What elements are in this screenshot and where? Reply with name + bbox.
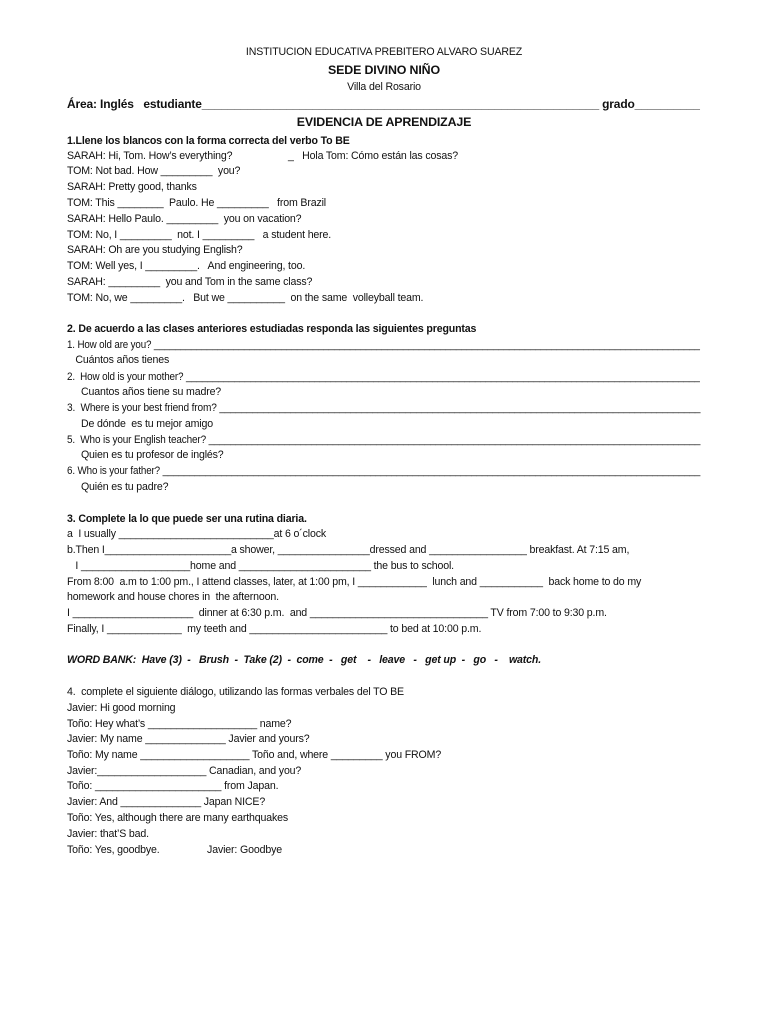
section1-line: TOM: No, I _________ not. I _________ a student here. bbox=[67, 229, 332, 241]
section2-heading: 2. De acuerdo a las clases anteriores estudiadas responda las siguientes preguntas bbox=[67, 323, 477, 335]
section2-translation: Cuantos años tiene su madre? bbox=[67, 386, 222, 398]
section1-line: TOM: Well yes, I _________. And engineering, too. bbox=[67, 260, 306, 272]
section2-translation: Quién es tu padre? bbox=[67, 481, 169, 493]
section1-line: SARAH: Oh are you studying English? bbox=[67, 244, 243, 256]
dialog-line: Toño: Yes, although there are many earthquakes bbox=[67, 812, 289, 824]
section3-line: a I usually ___________________________at 6 o´clock bbox=[67, 528, 327, 540]
dialog-line: Toño: Yes, goodbye. Javier: Goodbye bbox=[67, 844, 282, 856]
section1-line: SARAH: _________ you and Tom in the same class? bbox=[67, 276, 313, 288]
dialog-line: Toño: Hey what’s ___________________ name? bbox=[67, 718, 292, 730]
dialog-line: Javier: Hi good morning bbox=[67, 702, 176, 714]
section1-line: SARAH: Pretty good, thanks bbox=[67, 181, 197, 193]
section1-line: TOM: Not bad. How _________ you? bbox=[67, 165, 241, 177]
dialog-line: Javier: My name ______________ Javier and yours? bbox=[67, 733, 310, 745]
section2-question: 6. Who is your father? _____________________________________________________________________________________________________ bbox=[67, 465, 701, 477]
section3-line: homework and house chores in the afternoon. bbox=[67, 591, 279, 603]
section2-translation: Quien es tu profesor de inglés? bbox=[67, 449, 224, 461]
section2-translation: De dónde es tu mejor amigo bbox=[67, 418, 213, 430]
section2-question: 3. Where is your best friend from? ________________________________________________________________________________________ bbox=[67, 402, 701, 414]
school-name: INSTITUCION EDUCATIVA PREBITERO ALVARO SUAREZ bbox=[245, 46, 523, 58]
dialog-line: Toño: My name ___________________ Toño and, where _________ you FROM? bbox=[67, 749, 442, 761]
section3-line: From 8:00 a.m to 1:00 pm., I attend classes, later, at 1:00 pm, I ____________ lunch and ___________ back home to do my bbox=[67, 576, 642, 588]
section3-heading: 3. Complete la lo que puede ser una rutina diaria. bbox=[67, 513, 307, 525]
dialog-line: Javier: And ______________ Japan NICE? bbox=[67, 796, 266, 808]
section1-line: TOM: This ________ Paulo. He _________ from Brazil bbox=[67, 197, 327, 209]
section1-heading: 1.Llene los blancos con la forma correcta del verbo To BE bbox=[67, 135, 350, 147]
sede-name: SEDE DIVINO NIÑO bbox=[328, 63, 440, 77]
section2-translation: Cuántos años tienes bbox=[67, 354, 170, 366]
section3-line: I _____________________ dinner at 6:30 p.m. and _______________________________ TV from 7:00 to 9:30 p.m. bbox=[67, 607, 607, 619]
area-student-grade-line: Área: Inglés estudiante_____________________________________________________________ grado__________ bbox=[67, 97, 700, 111]
dialog-line: Javier:___________________ Canadian, and you? bbox=[67, 765, 302, 777]
section1-line: SARAH: Hello Paulo. _________ you on vacation? bbox=[67, 213, 302, 225]
section3-line: b.Then I______________________a shower, ________________dressed and _________________ breakfast. At 7:15 am, bbox=[67, 544, 630, 556]
section1-line: TOM: No, we _________. But we __________ on the same volleyball team. bbox=[67, 292, 424, 304]
section3-line: I ___________________home and _______________________ the bus to school. bbox=[67, 560, 454, 572]
word-bank: WORD BANK: Have (3) - Brush - Take (2) - come - get - leave - get up - go - watch. bbox=[67, 654, 542, 666]
section1-line: SARAH: Hi, Tom. How’s everything? bbox=[67, 150, 233, 162]
dialog-line: Javier: that’S bad. bbox=[67, 828, 149, 840]
section3-line: Finally, I _____________ my teeth and ________________________ to bed at 10:00 p.m. bbox=[67, 623, 482, 635]
section1-translation: _ Hola Tom: Cómo están las cosas? bbox=[288, 150, 459, 162]
town-name: Villa del Rosario bbox=[347, 81, 421, 93]
section2-question: 2. How old is your mother? ________________________________________________________________________________________________ bbox=[67, 371, 700, 383]
section2-question: 5. Who is your English teacher? ___________________________________________________________________________________________ bbox=[67, 434, 701, 446]
worksheet-title: EVIDENCIA DE APRENDIZAJE bbox=[296, 115, 472, 129]
section4-heading: 4. complete el siguiente diálogo, utilizando las formas verbales del TO BE bbox=[67, 686, 404, 698]
section2-question: 1. How old are you? _______________________________________________________________________________________________________ bbox=[67, 339, 700, 351]
dialog-line: Toño: ______________________ from Japan. bbox=[67, 780, 279, 792]
